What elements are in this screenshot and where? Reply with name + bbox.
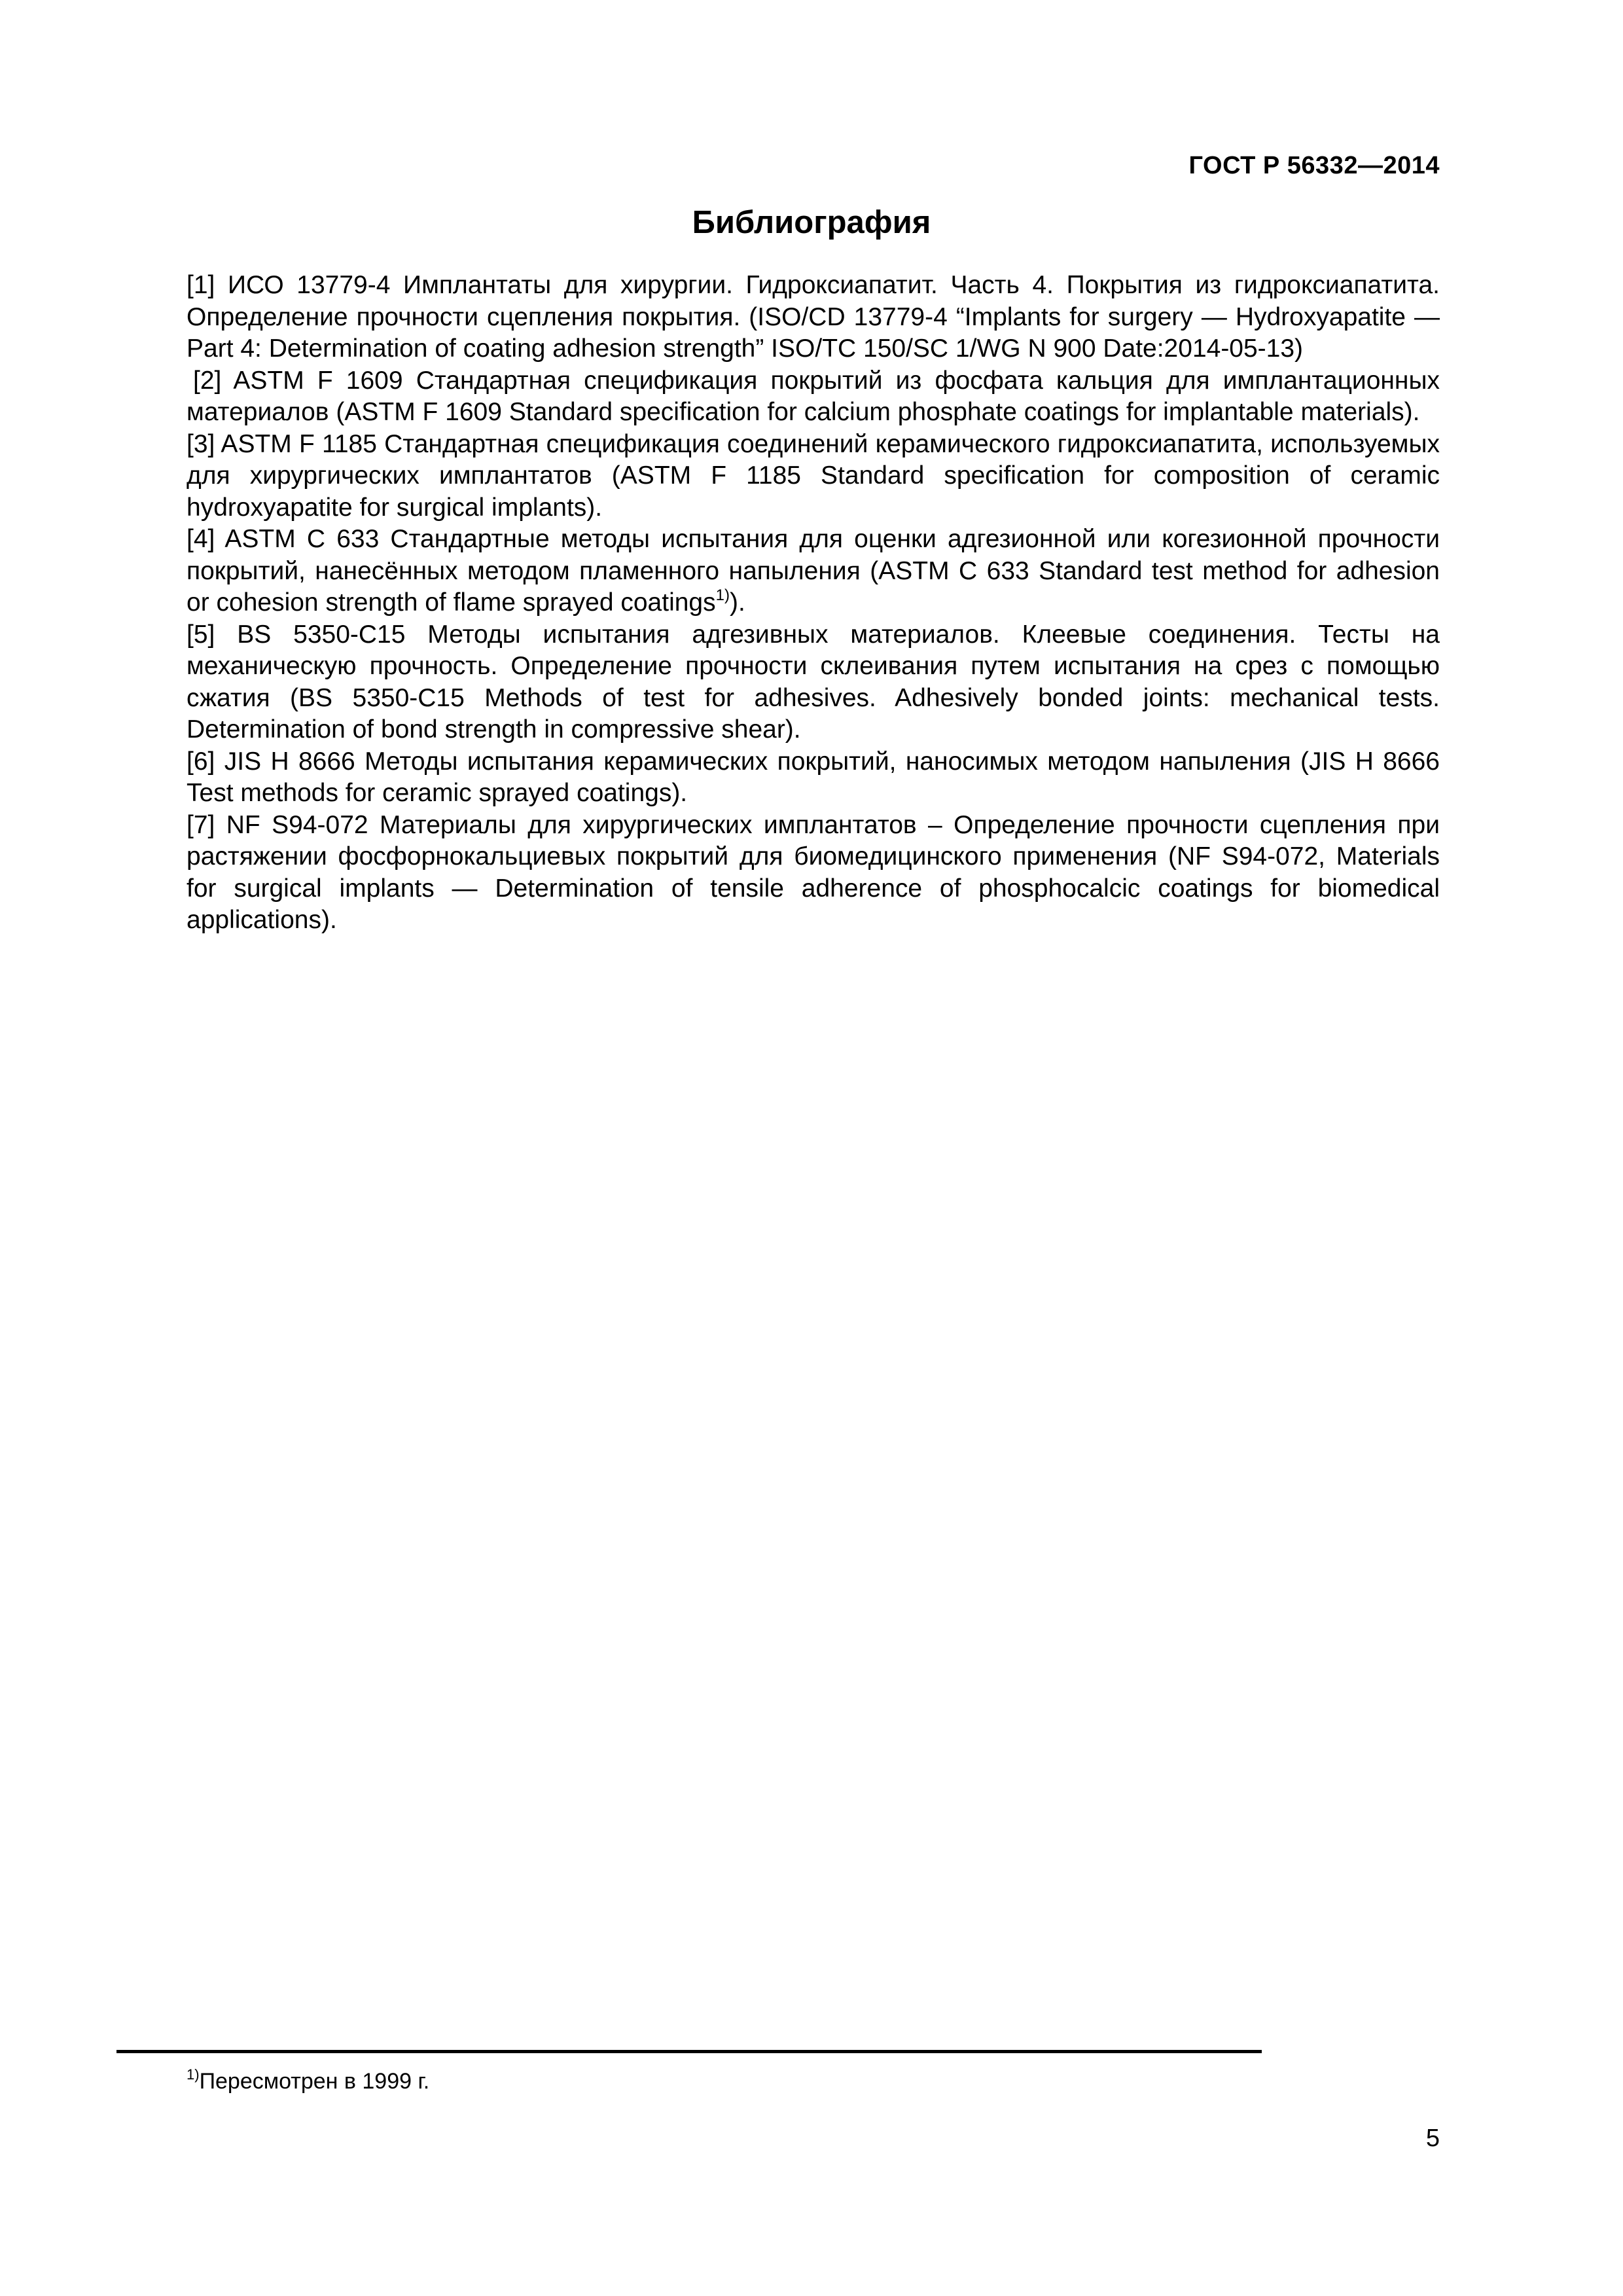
bibliography-entry-4 xyxy=(187,524,1440,619)
page-title: Библиография xyxy=(692,205,931,240)
bibliography-entry-1: [1] ИСО 13779-4 Имплантаты для хирургии. Гидроксиапатит. Часть 4. Покрытия из гидроксиапатита. Определение прочности сцепления покрытия. (ISO/CD 13779-4 “Implants for surgery — Hydroxyapatite — Part 4: Determination of coating adhesion strength” ISO/TC 150/SC 1/WG N 900 Date:2014-05-13) xyxy=(187,271,1440,363)
footnote-text: Пересмотрен в 1999 г. xyxy=(199,2069,430,2094)
bibliography-list xyxy=(187,270,1440,937)
bibliography-entry-2: [2] ASTM F 1609 Стандартная спецификация покрытий из фосфата кальция для имплантационных материалов (ASTM F 1609 Standard specification for calcium phosphate coatings for implantable materials). xyxy=(187,366,1440,426)
footnote-divider xyxy=(116,2050,1262,2053)
bibliography-entry-4-text-after: ). xyxy=(729,588,745,617)
bibliography-entry-5: [5] BS 5350-C15 Методы испытания адгезивных материалов. Клеевые соединения. Тесты на механическую прочность. Определение прочности склеивания путем испытания на срез с помощью сжатия (BS 5350-C15 Methods of test for adhesives. Adhesively bonded joints: mechanical tests. Determination of bond strength in compressive shear). xyxy=(187,620,1440,744)
bibliography-entry-6: [6] JIS H 8666 Методы испытания керамических покрытий, наносимых методом напыления (JIS H 8666 Test methods for ceramic sprayed coatings). xyxy=(187,747,1440,807)
bibliography-entry-3: [3] ASTM F 1185 Стандартная спецификация соединений керамического гидроксиапатита, используемых для хирургических имплантатов (ASTM F 1185 Standard specification for composition of ceramic hydroxyapatite for surgical implants). xyxy=(187,429,1440,522)
footnote-reference[interactable]: 1) xyxy=(715,586,730,604)
page-number: 5 xyxy=(1425,2125,1440,2152)
footnote-marker: 1) xyxy=(187,2066,200,2083)
bibliography-entry-4-text: [4] ASTM C 633 Стандартные методы испытания для оценки адгезионной или когезионной прочности покрытий, нанесённых методом пламенного напыления (ASTM C 633 Standard test method for adhesion or cohesion strength of flame sprayed coatings xyxy=(187,525,1440,617)
footnote xyxy=(187,2067,429,2096)
document-code: ГОСТ Р 56332—2014 xyxy=(1188,152,1440,179)
bibliography-entry-7: [7] NF S94-072 Материалы для хирургических имплантатов – Определение прочности сцепления при растяжении фосфорнокальциевых покрытий для биомедицинского применения (NF S94-072, Materials for surgical implants — Determination of tensile adherence of phosphocalcic coatings for biomedical applications). xyxy=(187,810,1440,934)
